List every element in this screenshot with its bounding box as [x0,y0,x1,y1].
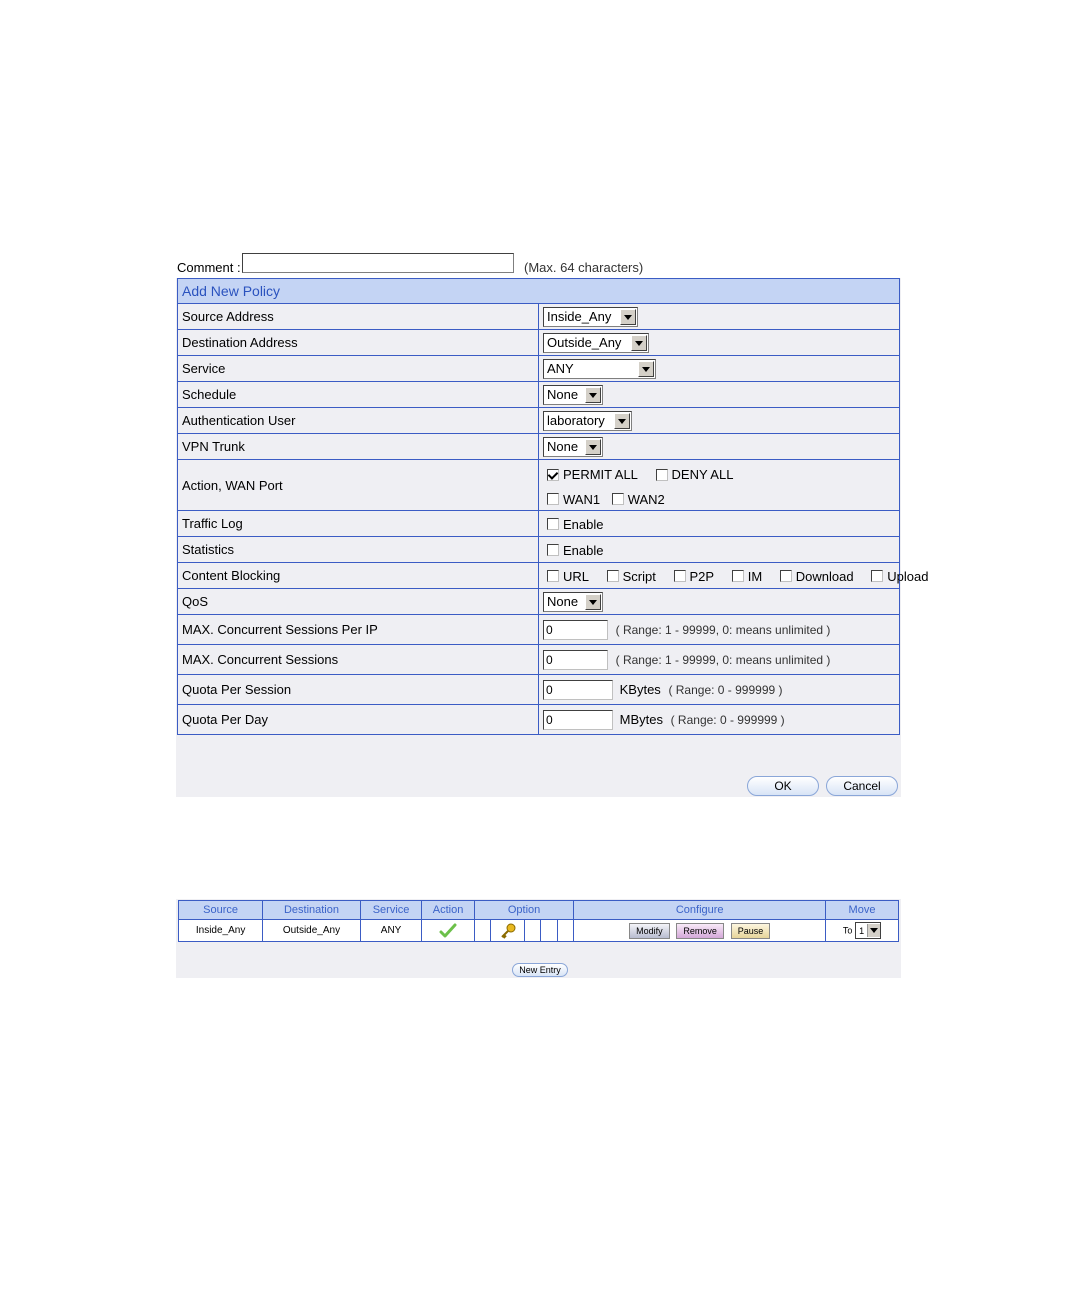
chevron-down-icon[interactable] [614,413,630,429]
vpn-trunk-select[interactable]: None [543,437,603,457]
action-wan-label: Action, WAN Port [178,460,539,511]
permit-all-option[interactable]: PERMIT ALL [547,466,638,482]
service-label: Service [178,356,539,382]
statistics-label: Statistics [178,537,539,563]
schedule-label: Schedule [178,382,539,408]
comment-input[interactable] [242,253,514,273]
chevron-down-icon[interactable] [631,335,647,351]
row-quota-day [178,705,900,735]
url-checkbox[interactable] [547,570,559,582]
wan2-checkbox[interactable] [612,493,624,505]
comment-hint: (Max. 64 characters) [524,260,644,275]
cancel-button[interactable]: Cancel [826,776,898,796]
col-configure: Configure [574,901,826,920]
row-quota-session [178,675,900,705]
im-option[interactable]: IM [732,568,762,584]
col-service: Service [360,901,422,920]
row-destination-address [178,330,900,356]
max-sessions-hint: ( Range: 1 - 99999, 0: means unlimited ) [615,652,831,667]
statistics-checkbox[interactable] [547,544,559,556]
vpn-trunk-label: VPN Trunk [178,434,539,460]
script-option[interactable]: Script [607,568,656,584]
row-service [178,356,900,382]
chevron-down-icon[interactable] [585,439,601,455]
policy-header: Add New Policy [178,279,900,304]
traffic-log-checkbox[interactable] [547,518,559,530]
qos-label: QoS [178,589,539,615]
wan1-option[interactable]: WAN1 [547,491,600,507]
deny-all-option[interactable]: DENY ALL [656,466,734,482]
row-schedule [178,382,900,408]
wan2-option[interactable]: WAN2 [612,491,665,507]
max-sessions-ip-hint: ( Range: 1 - 99999, 0: means unlimited ) [615,622,831,637]
im-checkbox[interactable] [732,570,744,582]
download-option[interactable]: Download [780,568,854,584]
source-address-select[interactable]: Inside_Any [543,307,638,327]
auth-user-label: Authentication User [178,408,539,434]
row-content-blocking [178,563,900,589]
chevron-down-icon[interactable] [638,361,654,377]
destination-address-label: Destination Address [178,330,539,356]
permit-all-checkbox[interactable] [547,469,559,481]
deny-all-checkbox[interactable] [656,469,668,481]
quota-session-hint: ( Range: 0 - 999999 ) [668,682,783,697]
move-to-label: To [842,925,853,936]
download-checkbox[interactable] [780,570,792,582]
row-action-wan [178,460,900,511]
schedule-select[interactable]: None [543,385,603,405]
row-source-address [178,304,900,330]
wan1-checkbox[interactable] [547,493,559,505]
col-destination: Destination [263,901,361,920]
quota-day-label: Quota Per Day [178,705,539,735]
policy-form [176,252,929,797]
row-max-sessions [178,645,900,675]
list-header-row [179,901,899,920]
chevron-down-icon[interactable] [620,309,636,325]
max-sessions-ip-input[interactable]: 0 [543,620,608,640]
ok-button[interactable]: OK [747,776,819,796]
col-option: Option [474,901,574,920]
policy-list-table [178,900,899,942]
check-icon [439,923,457,939]
auth-user-select[interactable]: laboratory [543,411,632,431]
quota-session-label: Quota Per Session [178,675,539,705]
remove-button[interactable]: Remove [676,923,724,939]
source-address-label: Source Address [178,304,539,330]
p2p-checkbox[interactable] [674,570,686,582]
row-vpn-trunk [178,434,900,460]
row-traffic-log [178,511,900,537]
traffic-log-option[interactable]: Enable [547,516,603,532]
row-statistics [178,537,900,563]
key-icon[interactable] [499,923,517,939]
row-service: ANY [360,920,422,942]
max-sessions-input[interactable]: 0 [543,650,608,670]
chevron-down-icon[interactable] [585,387,601,403]
quota-day-hint: ( Range: 0 - 999999 ) [670,712,785,727]
move-select[interactable]: 1 [855,922,881,939]
upload-checkbox[interactable] [871,570,883,582]
comment-row [176,252,901,278]
col-source: Source [179,901,263,920]
new-entry-button[interactable]: New Entry [512,963,568,977]
script-checkbox[interactable] [607,570,619,582]
quota-day-input[interactable]: 0 [543,710,613,730]
upload-option[interactable]: Upload [871,568,928,584]
max-sessions-ip-label: MAX. Concurrent Sessions Per IP [178,615,539,645]
col-action: Action [422,901,474,920]
row-auth-user [178,408,900,434]
statistics-option[interactable]: Enable [547,542,603,558]
col-move: Move [826,901,899,920]
qos-select[interactable]: None [543,592,603,612]
service-select[interactable]: ANY [543,359,656,379]
row-source: Inside_Any [179,920,263,942]
p2p-option[interactable]: P2P [674,568,715,584]
url-option[interactable]: URL [547,568,589,584]
pause-button[interactable]: Pause [731,923,771,939]
row-destination: Outside_Any [263,920,361,942]
row-max-sessions-ip [178,615,900,645]
modify-button[interactable]: Modify [629,923,670,939]
chevron-down-icon[interactable] [585,594,601,610]
table-row [179,920,899,942]
chevron-down-icon[interactable] [867,924,880,937]
quota-session-input[interactable]: 0 [543,680,613,700]
policy-table [177,278,929,735]
policy-list [176,899,901,978]
traffic-log-label: Traffic Log [178,511,539,537]
comment-label: Comment : [177,260,241,275]
quota-day-unit: MBytes [619,712,663,727]
content-blocking-label: Content Blocking [178,563,539,589]
row-qos [178,589,900,615]
max-sessions-label: MAX. Concurrent Sessions [178,645,539,675]
destination-address-select[interactable]: Outside_Any [543,333,649,353]
quota-session-unit: KBytes [619,682,661,697]
